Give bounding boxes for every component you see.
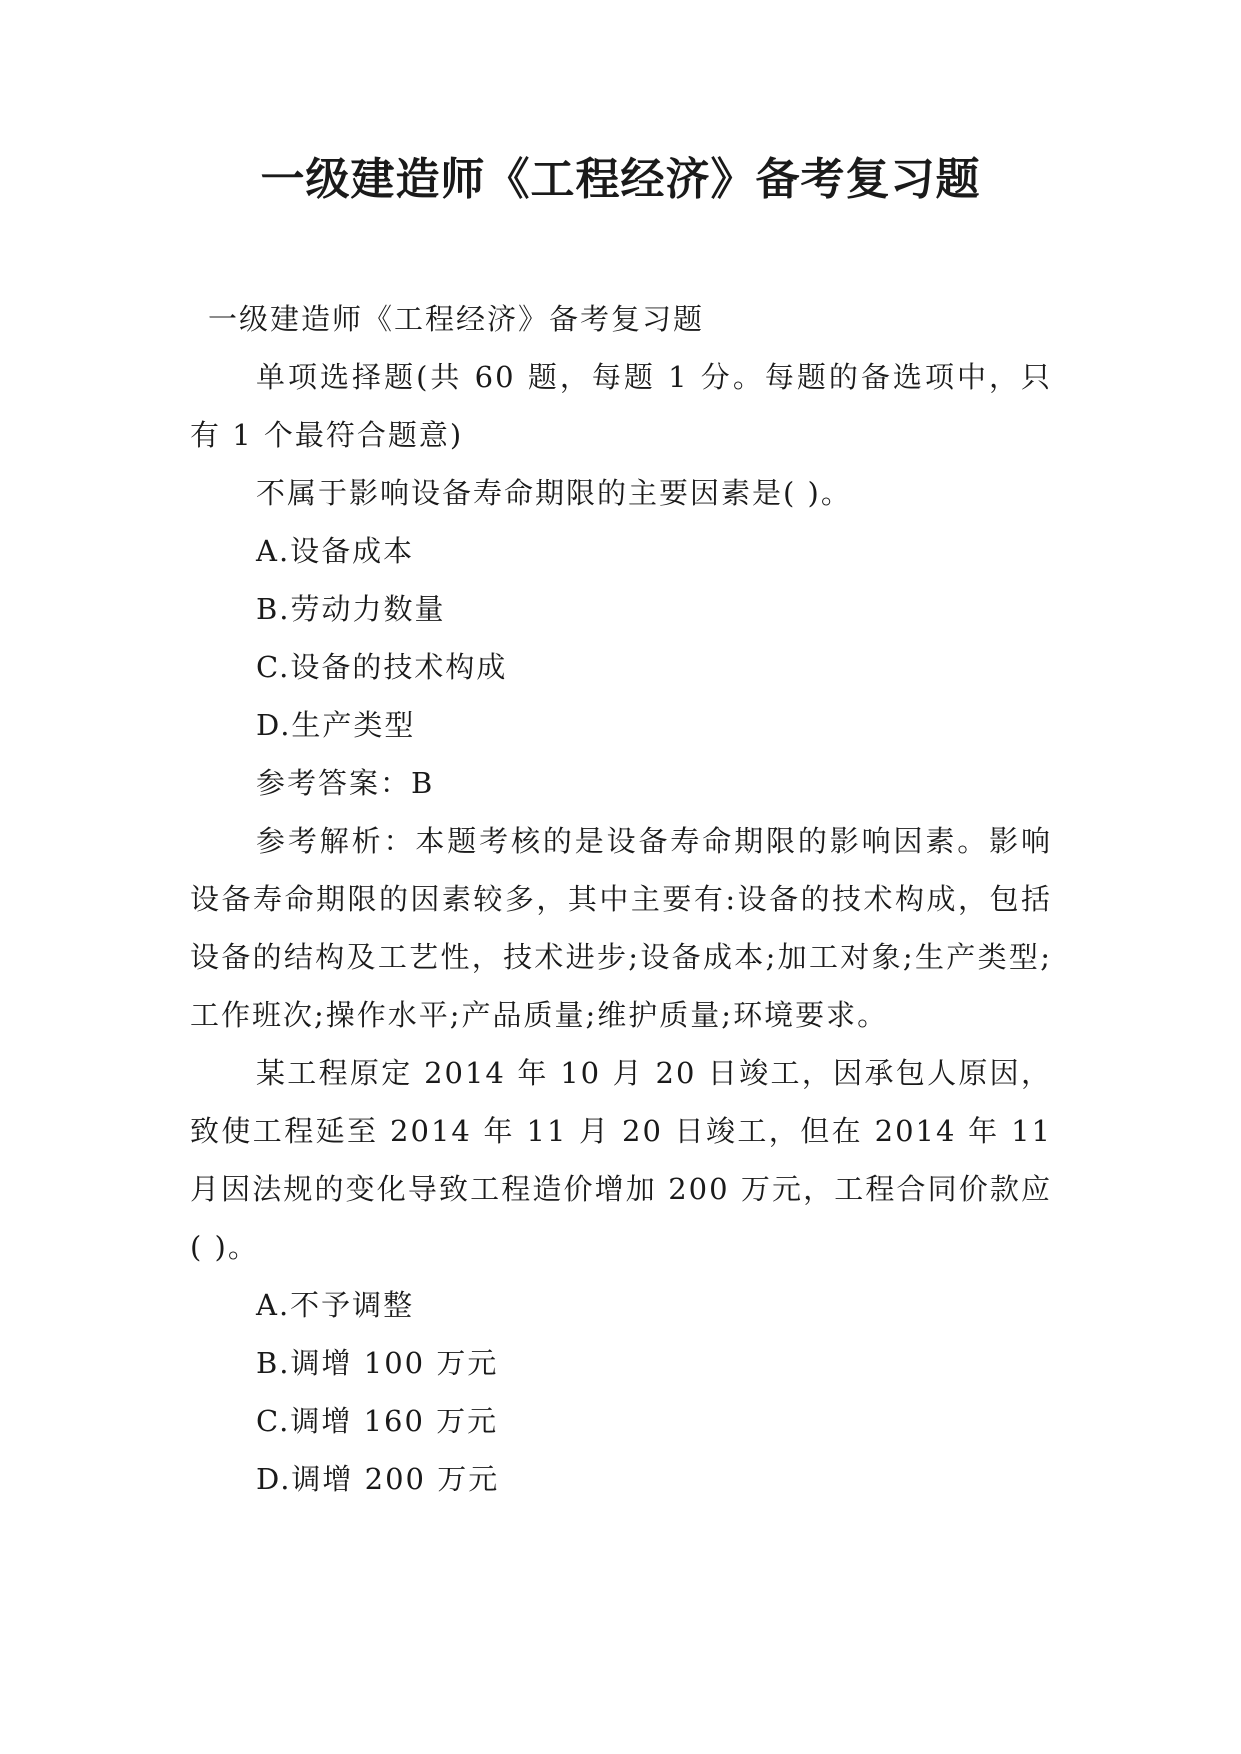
question-1-option-a: A.设备成本 <box>256 534 415 568</box>
question-2-option-c: C.调增 160 万元 <box>256 1404 499 1438</box>
question-2-stem: 某工程原定 2014 年 10 月 20 日竣工，因承包人原因，致使工程延至 2014 年 11 月 20 日竣工，但在 2014 年 11 月因法规的变化导致工程造价增加 200 万元，工程合同价款应( )。 <box>190 1056 1052 1264</box>
question-1-option-d: D.生产类型 <box>256 708 416 742</box>
question-1-option-c: C.设备的技术构成 <box>256 650 508 684</box>
question-2-option-a: A.不予调整 <box>256 1288 415 1322</box>
question-1-option-b: B.劳动力数量 <box>256 592 446 626</box>
question-2-option-d: D.调增 200 万元 <box>256 1462 500 1496</box>
question-1-analysis: 参考解析：本题考核的是设备寿命期限的影响因素。影响设备寿命期限的因素较多，其中主要有:设备的技术构成，包括设备的结构及工艺性，技术进步;设备成本;加工对象;生产类型;工作班次;操作水平;产品质量;维护质量;环境要求。 <box>190 824 1052 1032</box>
question-1-answer: 参考答案：B <box>256 766 435 800</box>
question-2-option-b: B.调增 100 万元 <box>256 1346 499 1380</box>
document-title: 一级建造师《工程经济》备考复习题 <box>260 154 981 205</box>
section-intro: 单项选择题(共 60 题，每题 1 分。每题的备选项中，只有 1 个最符合题意) <box>190 360 1052 452</box>
document-subtitle: 一级建造师《工程经济》备考复习题 <box>208 302 705 336</box>
question-1-stem: 不属于影响设备寿命期限的主要因素是( )。 <box>256 476 852 510</box>
document-body <box>190 290 1052 1508</box>
